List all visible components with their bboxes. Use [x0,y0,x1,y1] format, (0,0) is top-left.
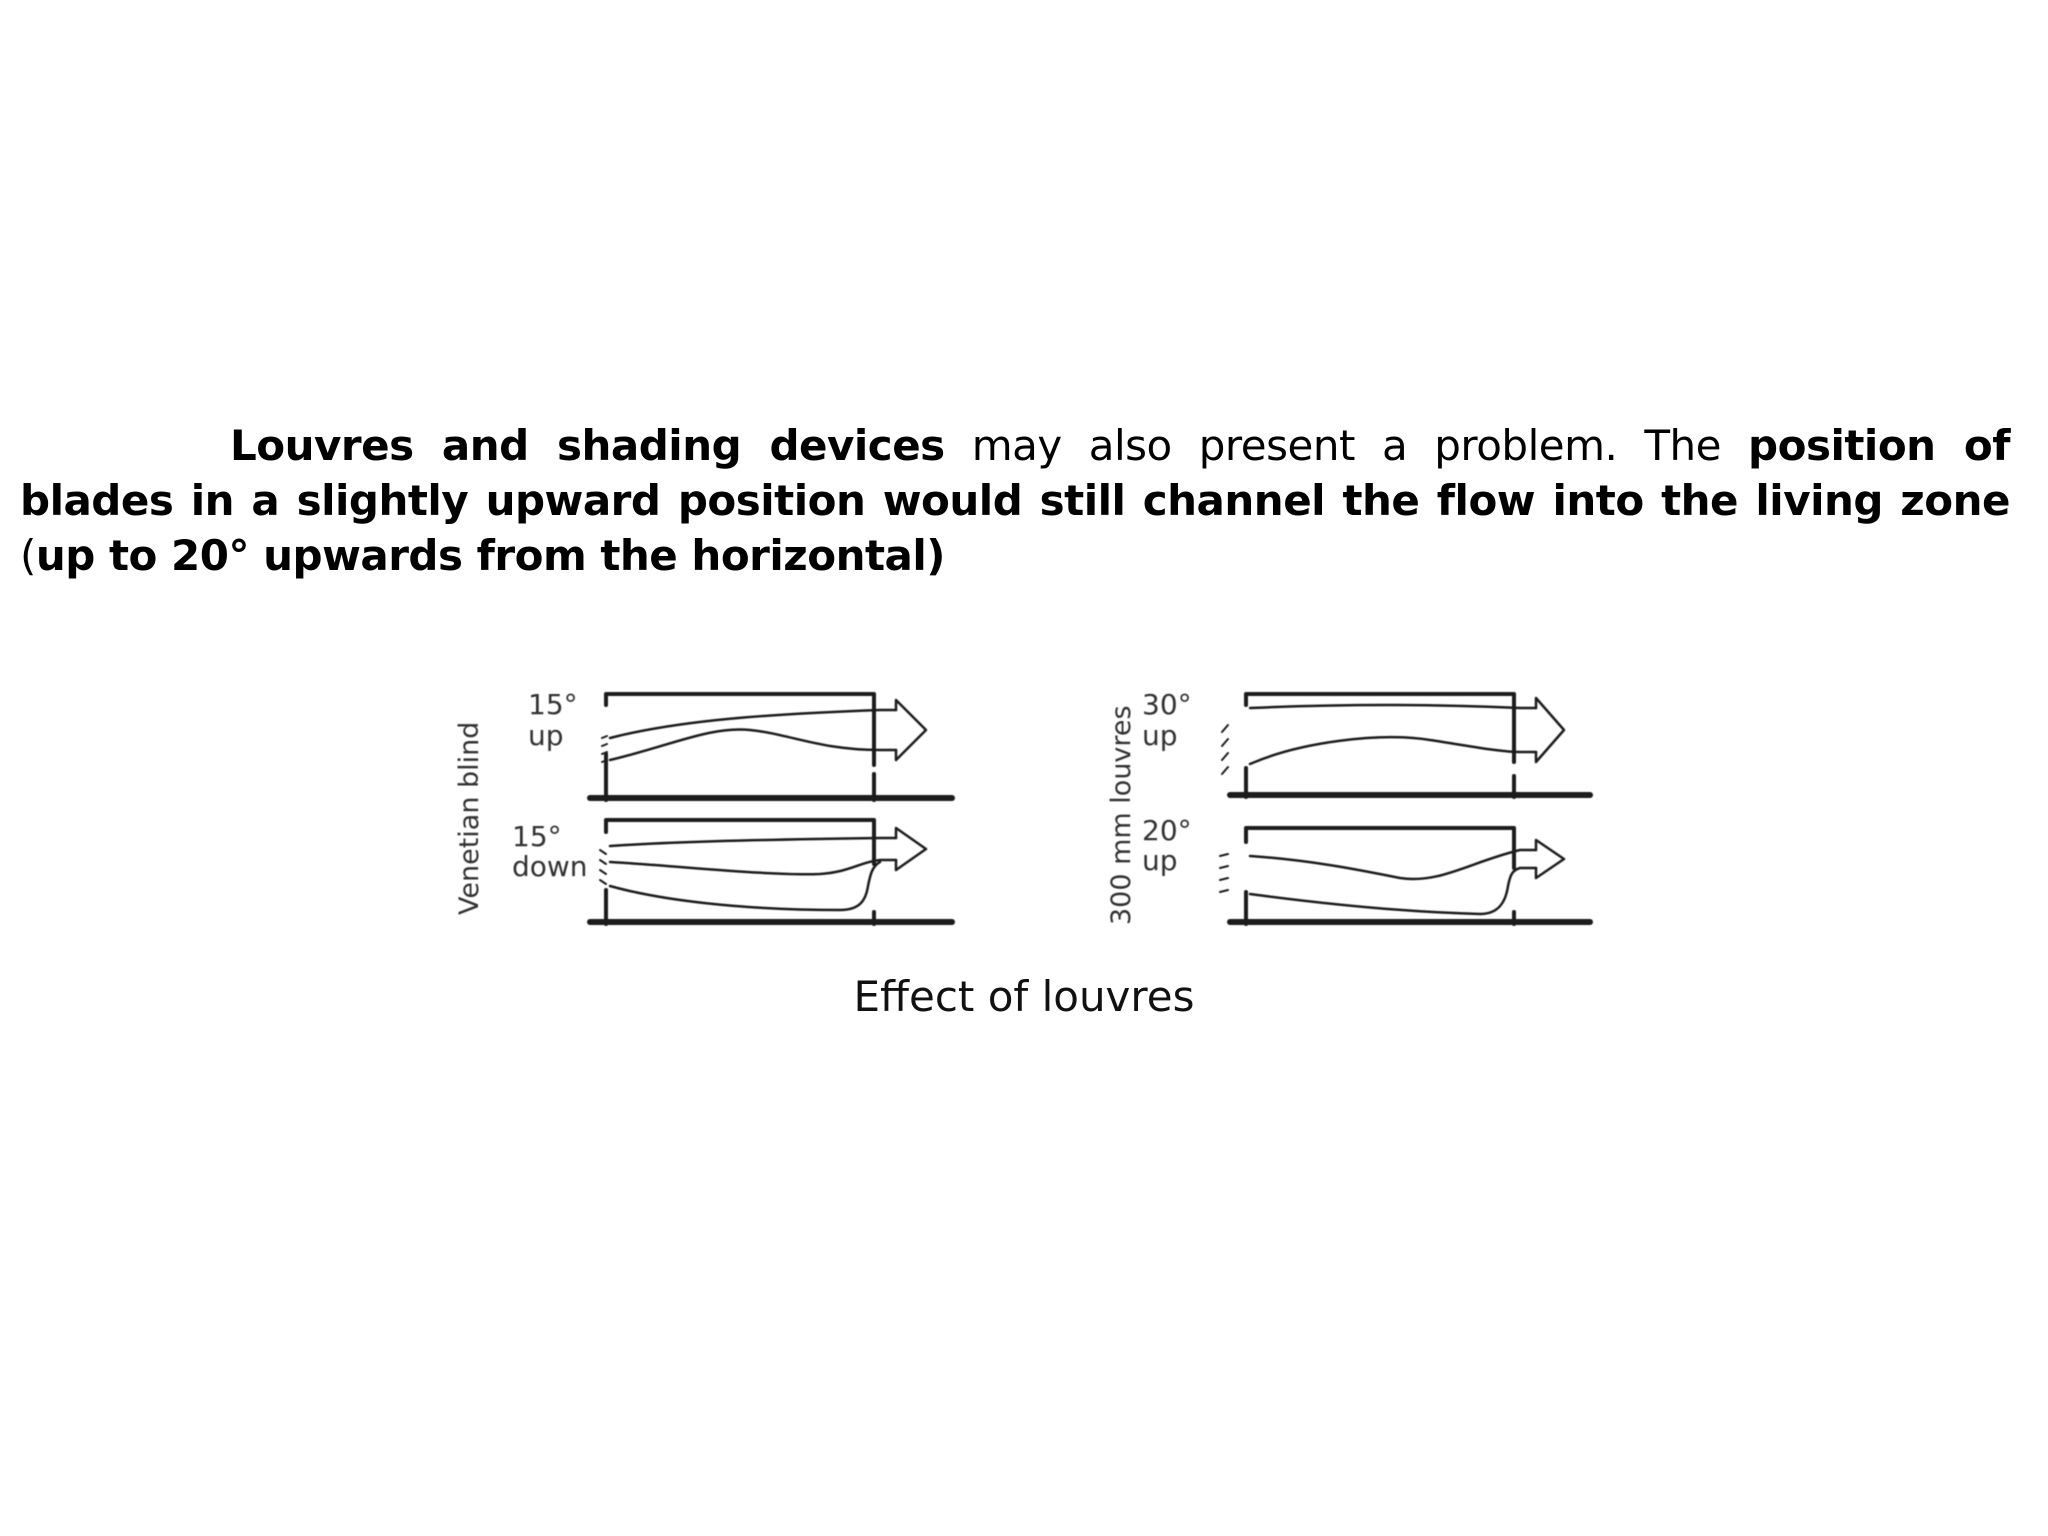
panel-4-direction: up [1142,844,1178,877]
body-paragraph [20,418,2010,583]
panel-2-angle: 15° [512,820,562,853]
airflow-lower [610,729,896,760]
airflow-arrow-head [896,700,926,760]
room-outline [1246,828,1514,868]
panel-louvres-20-up [1142,814,1590,924]
figure-caption: Effect of louvres [853,972,1195,1021]
paragraph-normal-2: ( [20,531,36,580]
panel-2-direction: down [512,850,588,883]
panel-1-direction: up [528,719,564,752]
airflow-lower [1250,737,1536,764]
louvre-effect-diagram [440,650,1620,950]
paragraph-bold-1: Louvres and shading devices [230,421,945,470]
panel-4-angle: 20° [1142,814,1192,847]
panel-1-angle: 15° [528,688,578,721]
airflow-upper [1250,850,1536,879]
louvre-diagram-svg [440,650,1620,950]
airflow-arrow-head [1536,840,1564,878]
airflow-lower [1250,868,1536,914]
airflow-upper [610,710,896,738]
airflow-lower [610,862,880,910]
airflow-upper [610,838,896,846]
panel-3-angle: 30° [1142,688,1192,721]
airflow-arrow-head [1536,698,1564,762]
louvre-blades [1222,725,1228,774]
louvre-blades [1220,854,1228,892]
panel-venetian-15-down [512,820,952,924]
panel-venetian-15-up [528,688,952,800]
panel-3-direction: up [1142,719,1178,752]
paragraph-bold-3: up to 20° upwards from the horizontal) [35,531,945,580]
airflow-upper [1250,705,1536,708]
airflow-middle [610,860,896,874]
airflow-arrow-head [896,828,926,870]
300mm-louvres-label: 300 mm louvres [1106,705,1137,925]
paragraph-normal-1: may also present a problem. The [944,421,1749,470]
blind-blades [600,850,606,884]
panel-louvres-30-up [1142,688,1590,797]
room-outline [606,820,874,864]
venetian-blind-label: Venetian blind [454,721,485,915]
paragraph-bold-2: position of blades in a slightly upward position would still channel the flow into the living zone [20,421,2011,525]
